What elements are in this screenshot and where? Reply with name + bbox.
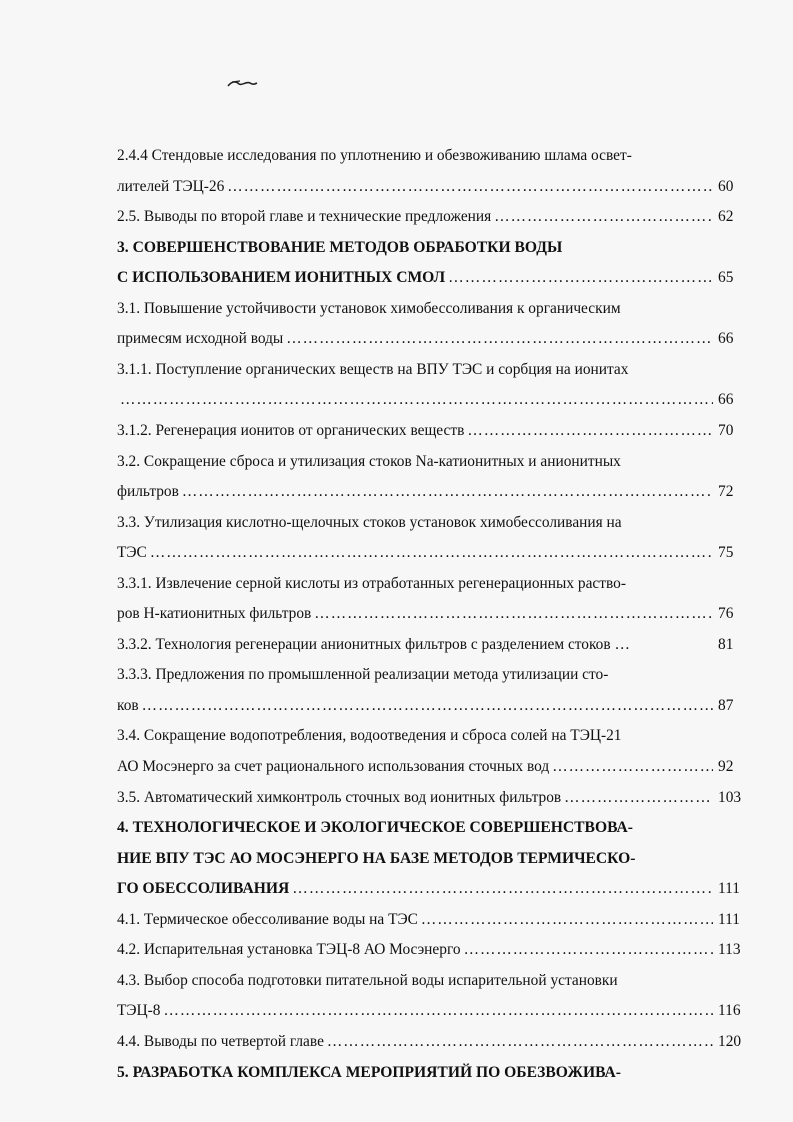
dot-leader xyxy=(327,1027,713,1057)
toc-entry-text: С ИСПОЛЬЗОВАНИЕМ ИОНИТНЫХ СМОЛ xyxy=(117,269,446,286)
toc-line xyxy=(117,813,717,843)
toc-entry-text: АО Мосэнерго за счет рационального использования сточных вод xyxy=(117,758,550,775)
toc-entry-text: 3.3. Утилизация кислотно-щелочных стоков установок химобессоливания на xyxy=(117,514,622,531)
toc-line xyxy=(117,263,717,293)
dot-leader xyxy=(142,691,713,721)
toc-line xyxy=(117,660,717,690)
toc-line xyxy=(117,996,717,1026)
toc-entry-text: ков xyxy=(117,697,139,714)
toc-entry-text: 4.1. Термическое обессоливание воды на ТЭС xyxy=(117,911,418,928)
toc-entry-text: 2.4.4 Стендовые исследования по уплотнению и обезвоживанию шлама освет- xyxy=(117,147,632,164)
toc-line xyxy=(117,905,717,935)
toc-entry-text: 3.1.1. Поступление органических веществ на ВПУ ТЭС и сорбция на ионитах xyxy=(117,361,629,378)
toc-page-number: 76 xyxy=(718,605,734,622)
toc-entry-text: 3.4. Сокращение водопотребления, водоотведения и сброса солей на ТЭЦ-21 xyxy=(117,727,622,744)
toc-page-number: 72 xyxy=(718,483,734,500)
toc-line xyxy=(117,324,717,354)
dot-leader xyxy=(292,874,713,904)
toc-entry-text: лителей ТЭЦ-26 xyxy=(117,178,225,195)
toc-page-number: 75 xyxy=(718,544,734,561)
toc-page-number: 103 xyxy=(718,789,742,806)
toc-line xyxy=(117,1058,717,1088)
dot-leader xyxy=(314,599,713,629)
toc-page-number: 120 xyxy=(718,1033,742,1050)
toc-entry-text: 3.3.2. Технология регенерации анионитных фильтров с разделением стоков … xyxy=(117,636,630,653)
toc-page-number: 60 xyxy=(718,178,734,195)
toc-line xyxy=(117,385,717,415)
toc-entry-text: ТЭС xyxy=(117,544,147,561)
toc-entry-text: 4.4. Выводы по четвертой главе xyxy=(117,1033,324,1050)
toc-entry-text: ТЭЦ-8 xyxy=(117,1002,161,1019)
toc-line xyxy=(117,538,717,568)
toc-page-number: 65 xyxy=(718,269,734,286)
toc-entry-text: НИЕ ВПУ ТЭС АО МОСЭНЕРГО НА БАЗЕ МЕТОДОВ ТЕРМИЧЕСКО- xyxy=(117,850,636,867)
dot-leader xyxy=(164,996,714,1026)
toc-line xyxy=(117,783,717,813)
toc-entry-text: 4.2. Испарительная установка ТЭЦ-8 АО Мосэнерго xyxy=(117,941,461,958)
toc-line xyxy=(117,355,717,385)
toc-entry-text: примесям исходной воды xyxy=(117,330,284,347)
toc-line xyxy=(117,966,717,996)
dot-leader xyxy=(182,477,713,507)
toc-page-number: 92 xyxy=(718,758,734,775)
toc-entry-text: 2.5. Выводы по второй главе и технические предложения xyxy=(117,208,492,225)
toc-page-number: 87 xyxy=(718,697,734,714)
toc-line xyxy=(117,141,717,171)
toc-line xyxy=(117,630,717,660)
dot-leader xyxy=(150,538,713,568)
toc-line xyxy=(117,569,717,599)
toc-entry-text: 4.3. Выбор способа подготовки питательной воды испарительной установки xyxy=(117,972,618,989)
toc-entry-text: 3. СОВЕРШЕНСТВОВАНИЕ МЕТОДОВ ОБРАБОТКИ ВОДЫ xyxy=(117,239,563,256)
dot-leader xyxy=(286,324,713,354)
toc-entry-text: 4. ТЕХНОЛОГИЧЕСКОЕ И ЭКОЛОГИЧЕСКОЕ СОВЕРШЕНСТВОВА- xyxy=(117,819,633,836)
toc-line xyxy=(117,1027,717,1057)
dot-leader xyxy=(494,202,713,232)
toc-line xyxy=(117,477,717,507)
toc-page-number: 62 xyxy=(718,208,734,225)
toc-page-number: 111 xyxy=(718,880,740,897)
toc-entry-text: фильтров xyxy=(117,483,179,500)
toc-entry-text: ГО ОБЕССОЛИВАНИЯ xyxy=(117,880,290,897)
dot-leader xyxy=(552,752,713,782)
toc-line xyxy=(117,935,717,965)
toc-line xyxy=(117,233,717,263)
toc-entry-text: 3.1.2. Регенерация ионитов от органических веществ xyxy=(117,422,465,439)
toc-line xyxy=(117,416,717,446)
toc-line xyxy=(117,752,717,782)
dot-leader xyxy=(227,172,713,202)
toc-line xyxy=(117,294,717,324)
toc-page-number: 113 xyxy=(718,941,741,958)
toc-line xyxy=(117,202,717,232)
toc-entry-text: 3.5. Автоматический химконтроль сточных вод ионитных фильтров xyxy=(117,789,562,806)
toc-line xyxy=(117,508,717,538)
dot-leader xyxy=(464,935,713,965)
toc-line xyxy=(117,599,717,629)
toc-entry-text: 5. РАЗРАБОТКА КОМПЛЕКСА МЕРОПРИЯТИЙ ПО ОБЕЗВОЖИВА- xyxy=(117,1064,621,1081)
toc-line xyxy=(117,691,717,721)
toc-entry-text: ров Н-катионитных фильтров xyxy=(117,605,312,622)
toc-page-number: 70 xyxy=(718,422,734,439)
dot-leader xyxy=(421,905,713,935)
toc-line xyxy=(117,172,717,202)
toc-entry-text: 3.3.1. Извлечение серной кислоты из отработанных регенерационных раство- xyxy=(117,575,626,592)
toc-entry-text: 3.3.3. Предложения по промышленной реализации метода утилизации сто- xyxy=(117,666,609,683)
toc-line xyxy=(117,447,717,477)
dot-leader xyxy=(564,783,713,813)
toc-entry-text: 3.2. Сокращение сброса и утилизация стоков Na-катионитных и анионитных xyxy=(117,453,621,470)
dot-leader xyxy=(467,416,713,446)
toc-line xyxy=(117,874,717,904)
dot-leader xyxy=(448,263,713,293)
toc-page-number: 111 xyxy=(718,911,740,928)
toc-line xyxy=(117,721,717,751)
toc-page-number: 81 xyxy=(718,636,734,653)
dot-leader xyxy=(120,385,713,415)
toc-page-number: 116 xyxy=(718,1002,741,1019)
toc-line xyxy=(117,844,717,874)
toc-page-number: 66 xyxy=(718,330,734,347)
toc-page-number: 66 xyxy=(718,391,734,408)
toc-entry-text: 3.1. Повышение устойчивости установок химобессоливания к органическим xyxy=(117,300,621,317)
handwritten-mark xyxy=(226,78,258,88)
